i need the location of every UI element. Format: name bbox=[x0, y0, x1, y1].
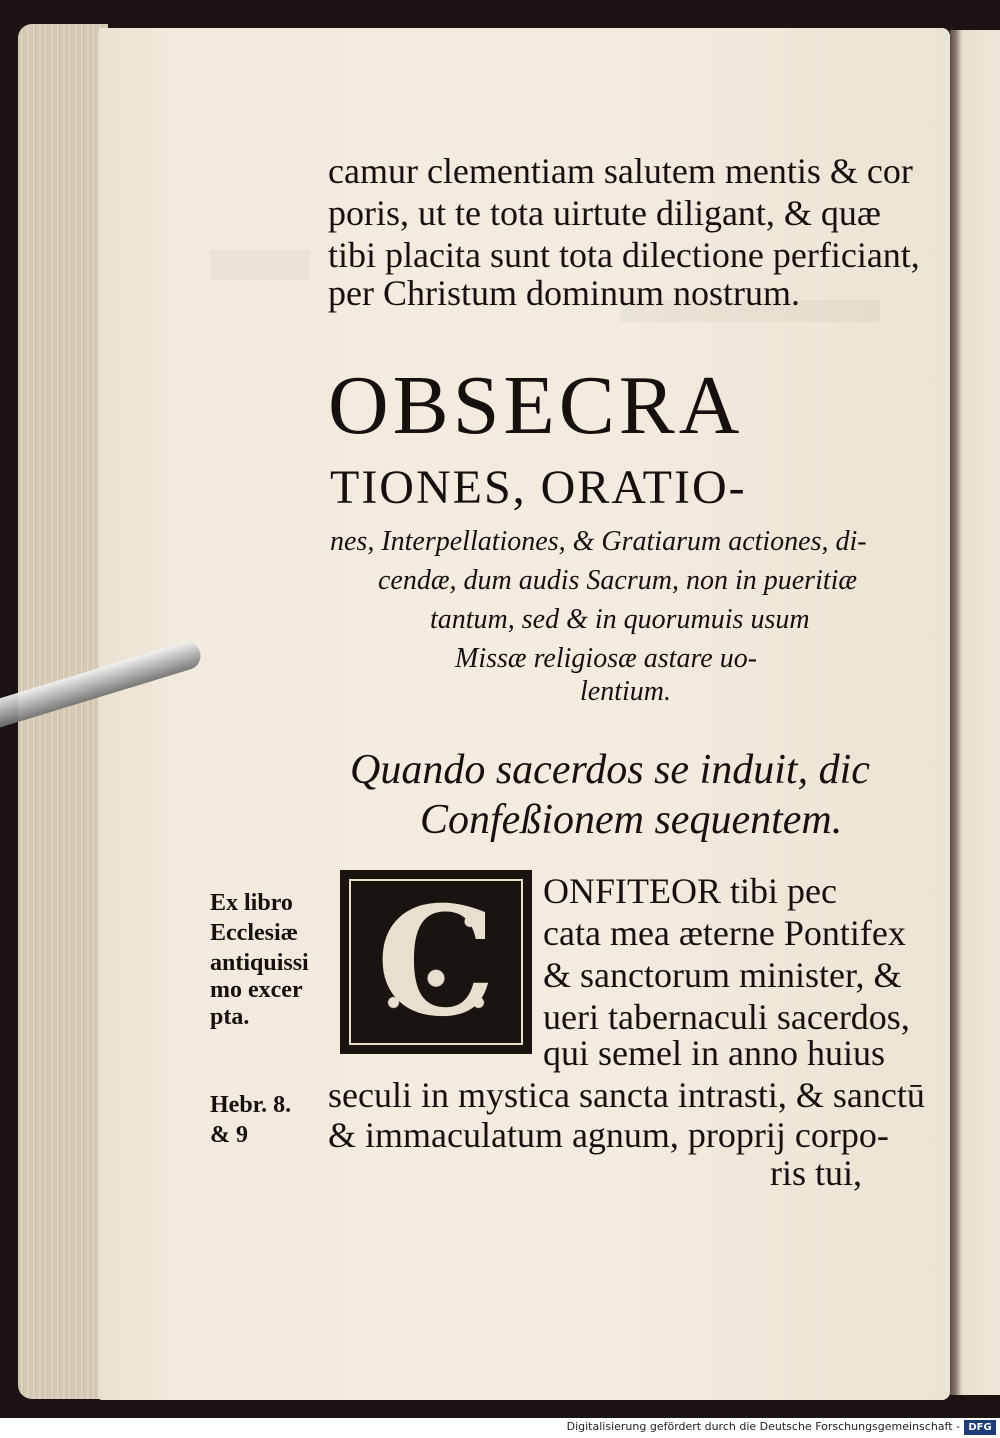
footer-credit: Digitalisierung gefördert durch die Deutsche Forschungsgemeinschaft - bbox=[566, 1420, 960, 1433]
body-line: poris, ut te tota uirtute diligant, & quæ bbox=[328, 193, 881, 233]
body-line: qui semel in anno huius bbox=[543, 1033, 885, 1073]
bleed-through-mark bbox=[210, 250, 310, 280]
subtitle-line: nes, Interpellationes, & Gratiarum actiones, di- bbox=[330, 526, 867, 557]
body-line: ris tui, bbox=[770, 1153, 863, 1193]
body-line: tibi placita sunt tota dilectione perficiant, bbox=[328, 235, 920, 275]
margin-note: mo excer bbox=[210, 977, 303, 1003]
body-line: camur clementiam salutem mentis & cor bbox=[328, 151, 913, 191]
margin-note: antiquissi bbox=[210, 950, 309, 976]
initial-letter: C bbox=[376, 874, 496, 1050]
body-line: & immaculatum agnum, proprij corpo- bbox=[328, 1115, 889, 1155]
subtitle-line: tantum, sed & in quorumuis usum bbox=[430, 604, 810, 635]
subtitle-line: Missæ religiosæ astare uo- bbox=[455, 643, 758, 674]
margin-note: Hebr. 8. bbox=[210, 1092, 292, 1118]
margin-note: pta. bbox=[210, 1004, 250, 1030]
subtitle-line: lentium. bbox=[580, 676, 671, 707]
body-line: ueri tabernaculi sacerdos, bbox=[543, 997, 910, 1037]
dfg-logo: DFG bbox=[964, 1420, 996, 1435]
page-title: OBSECRA bbox=[328, 359, 744, 452]
body-line: seculi in mystica sancta intrasti, & sanctū bbox=[328, 1075, 925, 1115]
subtitle-line: cendæ, dum audis Sacrum, non in pueritiæ bbox=[378, 565, 858, 596]
margin-note: Ecclesiæ bbox=[210, 920, 298, 946]
body-line: & sanctorum minister, & bbox=[543, 955, 902, 995]
body-line: per Christum dominum nostrum. bbox=[328, 273, 800, 313]
body-line: cata mea æterne Pontifex bbox=[543, 913, 906, 953]
footer-bar bbox=[0, 1418, 1000, 1438]
margin-note: Ex libro bbox=[210, 890, 293, 916]
margin-note: & 9 bbox=[210, 1122, 248, 1148]
section-heading: Quando sacerdos se induit, dic bbox=[350, 747, 870, 793]
next-page-edge bbox=[950, 30, 1000, 1395]
body-line: ONFITEOR tibi pec bbox=[543, 871, 837, 911]
decorated-initial-c bbox=[340, 870, 532, 1054]
section-heading: Confeßionem sequentem. bbox=[420, 797, 843, 843]
page-title-line2: TIONES, ORATIO- bbox=[330, 461, 747, 514]
